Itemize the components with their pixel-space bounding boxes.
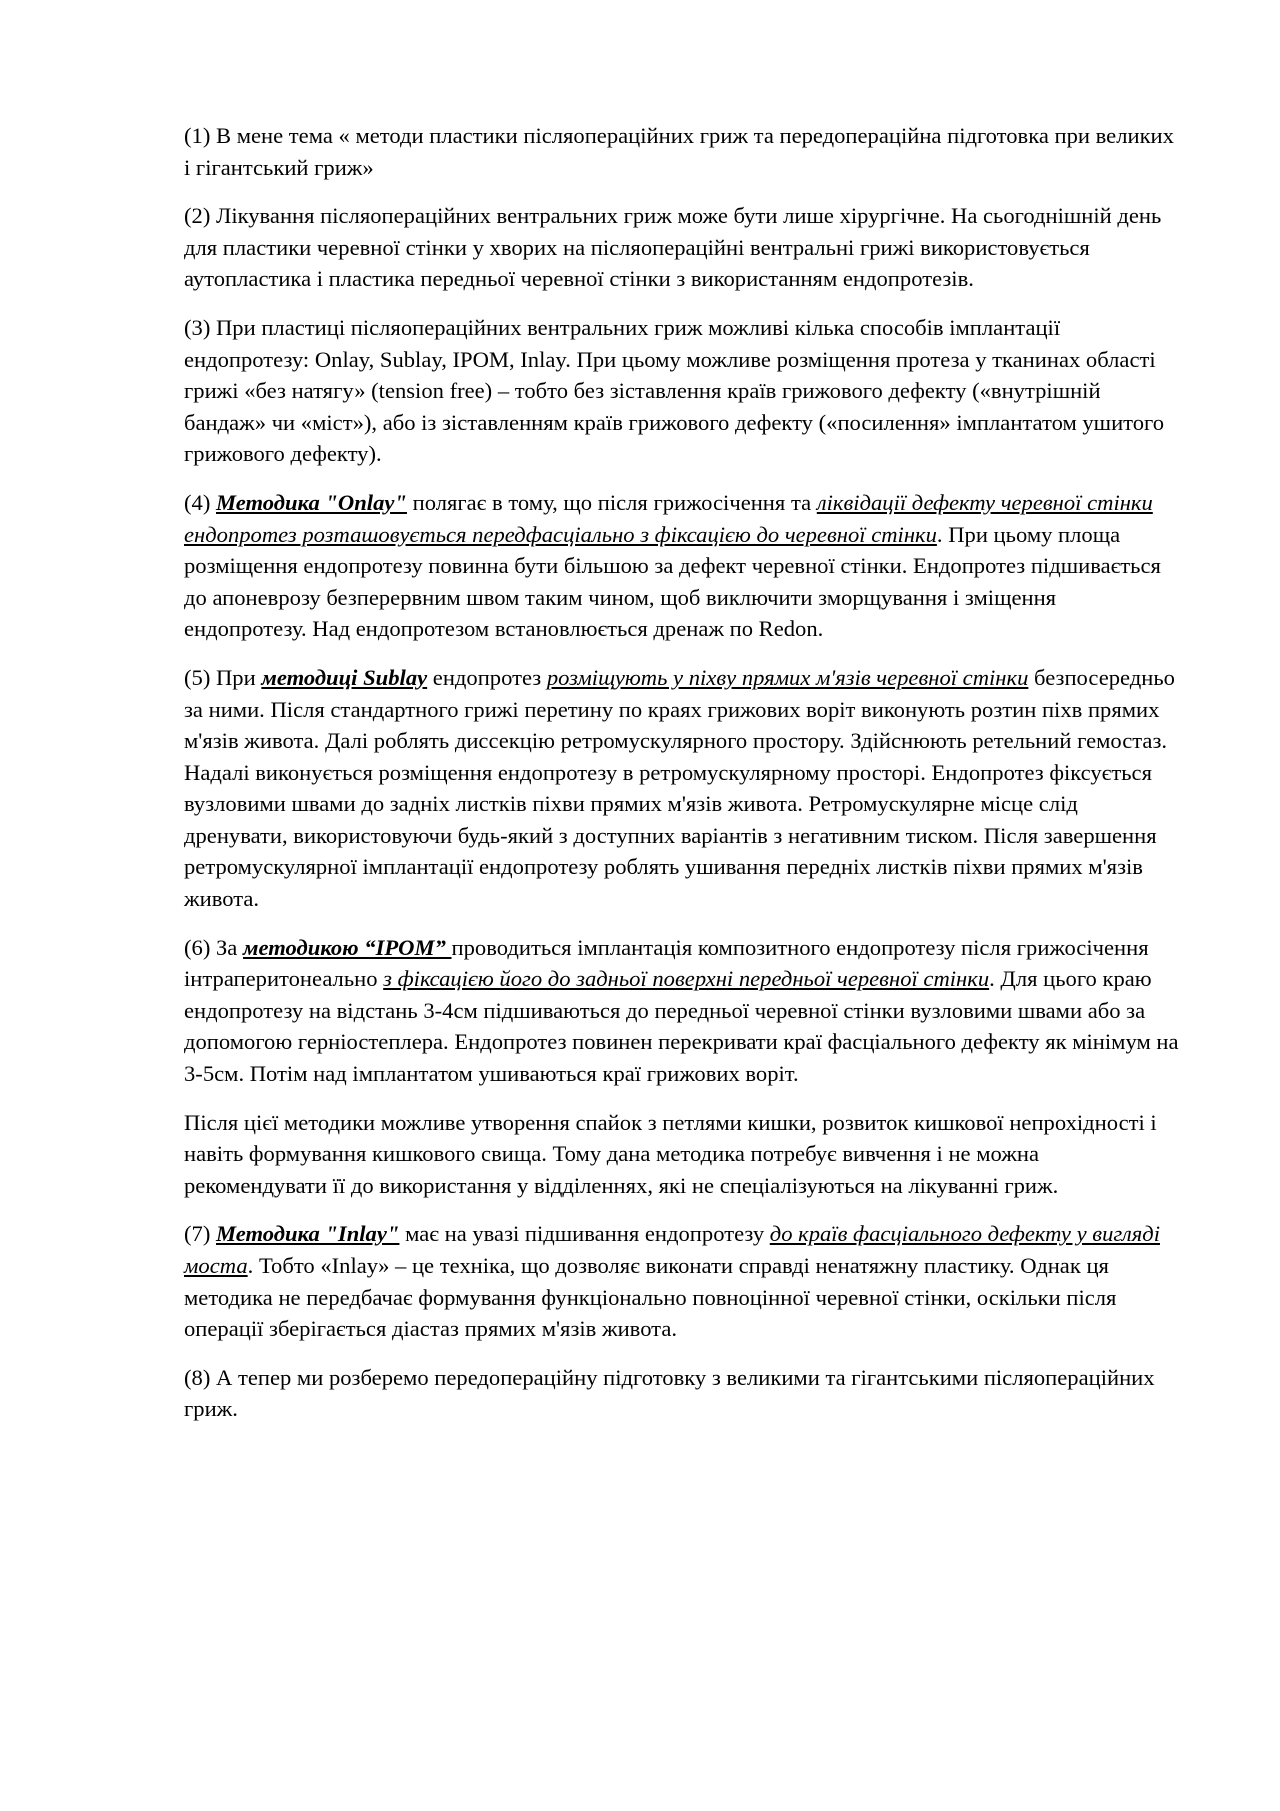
paragraph-text: полягає в тому, що після грижосічення та [406,489,817,515]
emphasized-text: до країв фасціального дефекту у вигляді моста [184,1221,1160,1278]
paragraph-8: (8) А тепер ми розберемо передопераційну підготовку з великими та гігантськими післяопераційних гриж. [184,1364,1155,1422]
paragraph-4 [184,487,1184,645]
emphasized-text: розміщують у піхву прямих м'язів черевної стінки [546,664,1029,690]
paragraph-text: проводиться імплантація композитного ендопротезу після грижосічення інтраперитонеально [184,934,1149,992]
method-ipom-term: методикою “IPOM” [243,934,452,960]
document-body [184,120,1184,1442]
paragraph-number: (5) При [184,664,262,690]
paragraph-3: (3) При пластиці післяопераційних вентральних гриж можливі кілька способів імплантації ендопротезу: Onlay, Sublay, IPOM, Inlay. При цьому можливе розміщення протеза у тканинах області грижі «без натягу» (tension free) – тобто без зіставлення країв грижового дефекту («внутрішній бандаж» чи «міст»), або із зіставленням країв грижового дефекту («посилення» імплантатом ушитого грижового дефекту). [184,314,1165,467]
paragraph-number: (4) [184,489,216,515]
paragraph-text: . Тобто «Inlay» – це техніка, що дозволяє виконати справді ненатяжну пластику. Однак ця методика не передбачає формування функціонально повноцінної черевної стінки, оскільки після операції зберігається діастаз прямих м'язів живота. [184,1253,1117,1342]
paragraph-6 [184,932,1184,1090]
paragraph-2: (2) Лікування післяопераційних вентральних гриж може бути лише хірургічне. На сьогоднішній день для пластики черевної стінки у хворих на післяопераційні вентральні грижі використовується аутопластика і пластика передньої черевної стінки з використанням ендопротезів. [184,203,1162,292]
paragraph-number: (7) [184,1221,216,1247]
emphasized-text: ліквідації дефекту черевної стінки ендопротез розташовується передфасціально з фіксацією до черевної стінки [184,489,1153,547]
method-inlay-term: Методика "Inlay" [216,1221,400,1247]
paragraph-text: ендопротез [427,664,547,690]
paragraph-text: безпосередньо за ними. Після стандартного грижі перетину по краях грижових воріт виконують розтин піхв прямих м'язів живота. Далі роблять диссекцію ретромускулярного простору. Здійснюють ретельний гемостаз. Надалі виконується розміщення ендопротезу в ретромускулярному просторі. Ендопротез фіксується вузловими швами до задніх листків піхви прямих м'язів живота. Ретромускулярне місце слід дренувати, використовуючи будь-який з доступних варіантів з негативним тиском. Після завершення ретромускулярної імплантації ендопротезу роблять ушивання передніх листків піхви прямих м'язів живота. [184,664,1175,912]
paragraph-text: має на увазі підшивання ендопротезу [399,1221,770,1247]
method-onlay-term: Методика "Onlay" [216,489,407,515]
paragraph-7 [184,1218,1184,1344]
paragraph-5 [184,662,1184,915]
paragraph-6b: Після цієї методики можливе утворення спайок з петлями кишки, розвиток кишкової непрохідності і навіть формування кишкового свища. Тому дана методика потребує вивчення і не можна рекомендувати її до використання у відділеннях, які не спеціалізуються на лікуванні гриж. [184,1109,1157,1198]
method-sublay-term: методиці Sublay [261,664,428,690]
paragraph-number: (6) За [184,934,243,960]
paragraph-text: . Для цього краю ендопротезу на відстань 3-4см підшиваються до передньої черевної стінки вузловими швами або за допомогою герніостеплера. Ендопротез повинен перекривати краї фасціального дефекту як мінімум на 3-5см. Потім над імплантатом ушиваються краї грижових воріт. [184,966,1179,1087]
paragraph-text: . При цьому площа розміщення ендопротезу повинна бути більшою за дефект черевної стінки. Ендопротез підшивається до апоневрозу безперервним швом таким чином, щоб виключити зморщування і зміщення ендопротезу. Над ендопротезом встановлюється дренаж по Redon. [184,521,1161,642]
paragraph-1: (1) В мене тема « методи пластики післяопераційних гриж та передопераційна підготовка при великих і гігантський гриж» [184,123,1174,180]
emphasized-text: з фіксацією його до задньої поверхні передньої черевної стінки [383,966,990,992]
